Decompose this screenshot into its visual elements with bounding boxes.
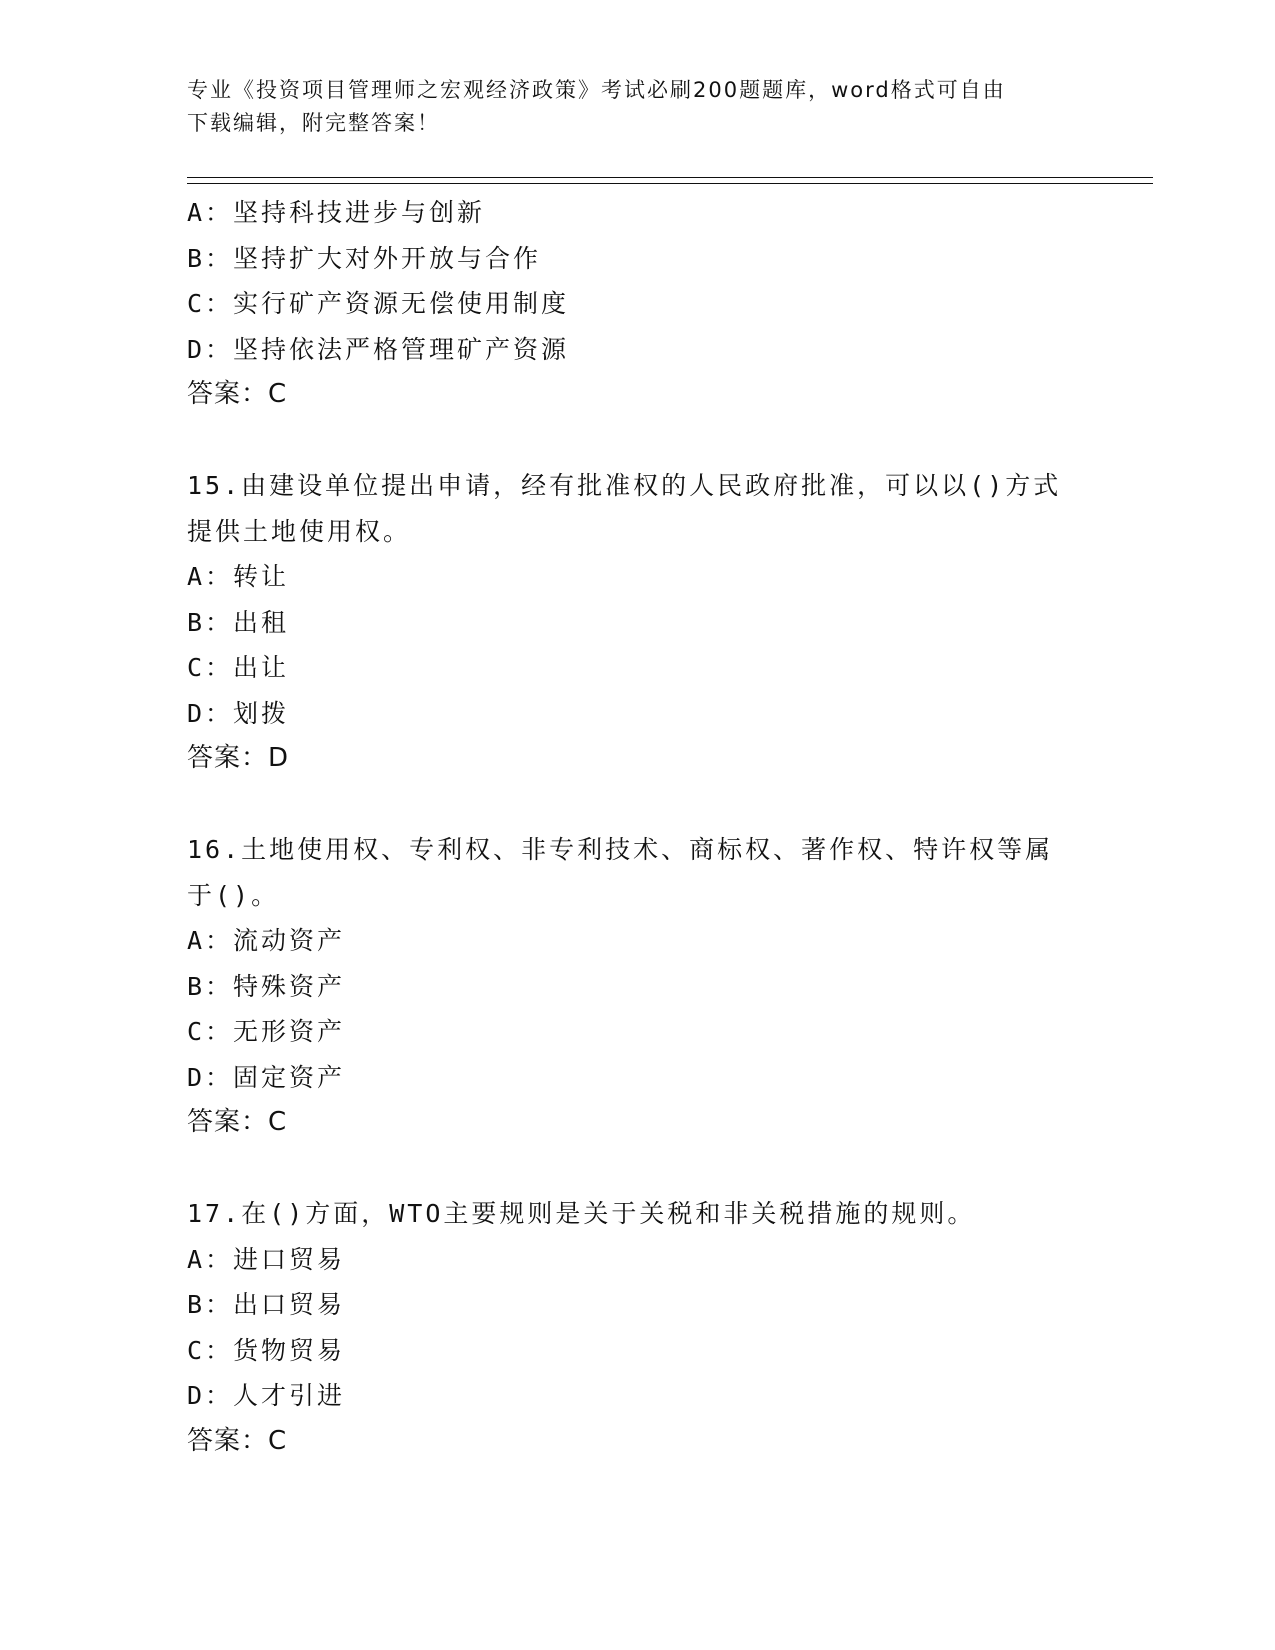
option-c: C：实行矿产资源无偿使用制度 bbox=[187, 289, 570, 318]
question-stem-line: 15.由建设单位提出申请，经有批准权的人民政府批准，可以以()方式 bbox=[187, 471, 1062, 500]
option-b: B：坚持扩大对外开放与合作 bbox=[187, 243, 542, 273]
header-line-1: 专业《投资项目管理师之宏观经济政策》考试必刷200题题库，word格式可自由 bbox=[187, 78, 1006, 102]
question-stem-line: 提供土地使用权。 bbox=[187, 516, 412, 546]
spacer bbox=[187, 418, 1087, 464]
document-header bbox=[187, 74, 1067, 140]
spacer bbox=[187, 1146, 1087, 1192]
question-block-17 bbox=[187, 1191, 1087, 1464]
option-b: B：出租 bbox=[187, 607, 290, 637]
option-d: D：坚持依法严格管理矿产资源 bbox=[187, 334, 570, 364]
question-stem-line: 于()。 bbox=[187, 880, 280, 910]
option-d: D：固定资产 bbox=[187, 1062, 346, 1092]
option-a: A：流动资产 bbox=[187, 926, 346, 955]
option-c: C：货物贸易 bbox=[187, 1335, 346, 1365]
question-list bbox=[187, 190, 1087, 1464]
option-c: C：出让 bbox=[187, 653, 290, 682]
answer: 答案：D bbox=[187, 743, 290, 773]
option-d: D：划拨 bbox=[187, 698, 290, 728]
option-a: A：进口贸易 bbox=[187, 1244, 346, 1274]
option-a: A：转让 bbox=[187, 562, 290, 591]
question-stem-line: 17.在()方面，WTO主要规则是关于关税和非关税措施的规则。 bbox=[187, 1199, 976, 1228]
question-block-15 bbox=[187, 463, 1087, 782]
option-d: D：人才引进 bbox=[187, 1381, 346, 1410]
option-c: C：无形资产 bbox=[187, 1017, 346, 1046]
header-divider-bottom bbox=[187, 183, 1153, 184]
question-stem-line: 16.土地使用权、专利权、非专利技术、商标权、著作权、特许权等属 bbox=[187, 835, 1054, 864]
header-divider-top bbox=[187, 177, 1153, 178]
question-block-16 bbox=[187, 827, 1087, 1146]
option-b: B：特殊资产 bbox=[187, 971, 346, 1001]
question-block-previous bbox=[187, 190, 1087, 418]
option-b: B：出口贸易 bbox=[187, 1290, 346, 1319]
answer: 答案：C bbox=[187, 379, 288, 409]
spacer bbox=[187, 782, 1087, 828]
answer: 答案：C bbox=[187, 1425, 288, 1456]
answer: 答案：C bbox=[187, 1107, 288, 1137]
header-line-2: 下载编辑，附完整答案！ bbox=[187, 111, 440, 135]
option-a: A：坚持科技进步与创新 bbox=[187, 198, 486, 227]
